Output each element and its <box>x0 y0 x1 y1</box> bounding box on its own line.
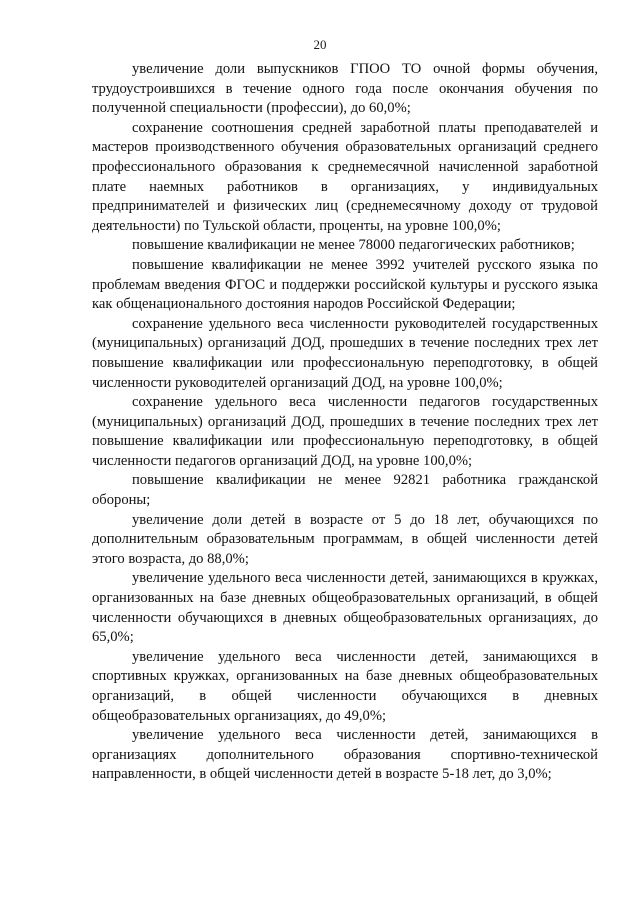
paragraph-children-clubs: увеличение удельного веса численности детей, занимающихся в кружках, организованных на базе дневных общеобразовательных организаций, в общей численности обучающихся в дневных общеобразовательных организациях, до 65,0%; <box>92 570 598 646</box>
paragraph-children-additional-education: увеличение доли детей в возрасте от 5 до 18 лет, обучающихся по дополнительным образовательным программам, в общей численности детей этого возраста, до 88,0%; <box>92 511 598 567</box>
paragraph-teacher-salary-ratio: сохранение соотношения средней заработной платы преподавателей и мастеров производственного обучения образовательных организаций среднего профессионального образования к среднемесячной начисленной заработной плате наемных работников в организациях, у индивидуальных предпринимателей и физических лиц (среднемесячному доходу от трудовой деятельности) по Тульской области, проценты, на уровне 100,0%; <box>92 119 598 234</box>
paragraph-dod-teachers-training: сохранение удельного веса численности педагогов государственных (муниципальных) организаций ДОД, прошедших в течение последних трех лет повышение квалификации или профессиональную переподготовку, в общей численности педагогов организаций ДОД, на уровне 100,0%; <box>92 394 598 469</box>
paragraph-dod-managers-training: сохранение удельного веса численности руководителей государственных (муниципальных) организаций ДОД, прошедших в течение последних трех лет повышение квалификации или профессиональную переподготовку, в общей численности руководителей организаций ДОД, на уровне 100,0%; <box>92 315 598 391</box>
paragraph-russian-teachers-qualification: повышение квалификации не менее 3992 учителей русского языка по проблемам введения ФГОС и поддержки российской культуры и русского языка как общенационального достояния народов Российской Федерации; <box>92 256 598 313</box>
paragraph-graduate-employment: увеличение доли выпускников ГПОО ТО очной формы обучения, трудоустроившихся в течение одного года после окончания обучения по полученной специальности (профессии), до 60,0%; <box>92 61 598 117</box>
paragraph-civil-defense-training: повышение квалификации не менее 92821 работника гражданской обороны; <box>92 472 598 509</box>
paragraph-children-sports-clubs: увеличение удельного веса численности детей, занимающихся в спортивных кружках, организованных на базе дневных общеобразовательных организаций, в общей численности обучающихся в дневных общеобразовательных организациях, до 49,0%; <box>92 648 598 724</box>
document-body <box>92 60 598 785</box>
paragraph-teacher-qualification: повышение квалификации не менее 78000 педагогических работников; <box>132 237 575 254</box>
paragraph-children-sports-technical: увеличение удельного веса численности детей, занимающихся в организациях дополнительного образования спортивно-технической направленности, в общей численности детей в возрасте 5-18 лет, до 3,0%; <box>92 727 598 783</box>
page-number: 20 <box>313 37 327 52</box>
